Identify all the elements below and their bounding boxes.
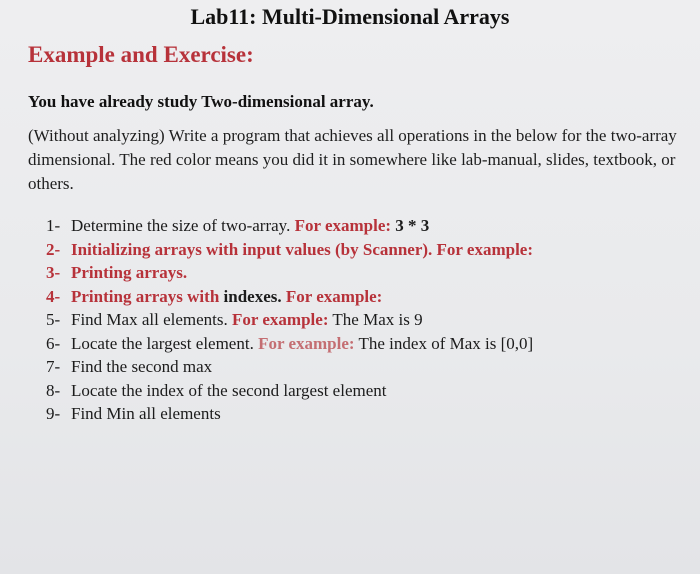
item-text: Printing arrays with [71, 286, 224, 306]
item-number: 5- [46, 310, 61, 329]
item-text: Find Min all elements [71, 404, 221, 423]
list-item-1 [46, 214, 686, 238]
list-item-7 [46, 355, 686, 379]
example-value: The index of Max is [0,0] [354, 333, 534, 353]
example-label: For example: [436, 239, 534, 259]
example-label: For example: [258, 333, 355, 353]
item-text-plain: indexes. [223, 286, 282, 306]
list-item-8 [46, 379, 686, 403]
instructions-paragraph: (Without analyzing) Write a program that achieves all operations in the below for the two-array dimensional. The red color means you did it in somewhere like lab-manual, slides, textbook, or others. [28, 126, 677, 193]
item-number: 1- [46, 216, 61, 235]
example-value: The Max is 9 [328, 310, 423, 329]
item-number: 4- [46, 286, 61, 306]
example-label: For example: [281, 286, 383, 306]
intro-sentence: You have already study Two-dimensional array. [28, 92, 374, 111]
item-text: Initializing arrays with input values (by Scanner). [71, 239, 437, 259]
item-number: 3- [46, 263, 61, 282]
page-title: Lab11: Multi-Dimensional Arrays [190, 4, 510, 29]
item-text: Find the second max [71, 357, 213, 376]
list-item-4 [46, 285, 686, 309]
list-item-6 [46, 332, 686, 356]
item-number: 9- [46, 404, 61, 423]
item-text: Locate the index of the second largest element [71, 380, 387, 400]
example-label: For example: [232, 310, 329, 329]
list-item-5 [46, 308, 686, 332]
list-item-9 [46, 402, 686, 426]
exercise-list [46, 214, 686, 426]
item-text: Find Max all elements. [71, 310, 233, 329]
item-text: Locate the largest element. [71, 333, 259, 353]
list-item-3 [46, 261, 686, 285]
item-number: 6- [46, 333, 61, 353]
example-label: For example: [294, 216, 392, 235]
item-number: 7- [46, 357, 61, 376]
list-item-2 [46, 238, 686, 262]
item-text: Determine the size of two-array. [71, 216, 295, 235]
example-value: 3 * 3 [391, 216, 430, 235]
item-number: 2- [46, 239, 61, 259]
item-text: Printing arrays. [71, 263, 188, 282]
item-number: 8- [46, 380, 61, 400]
section-heading: Example and Exercise: [28, 42, 254, 67]
